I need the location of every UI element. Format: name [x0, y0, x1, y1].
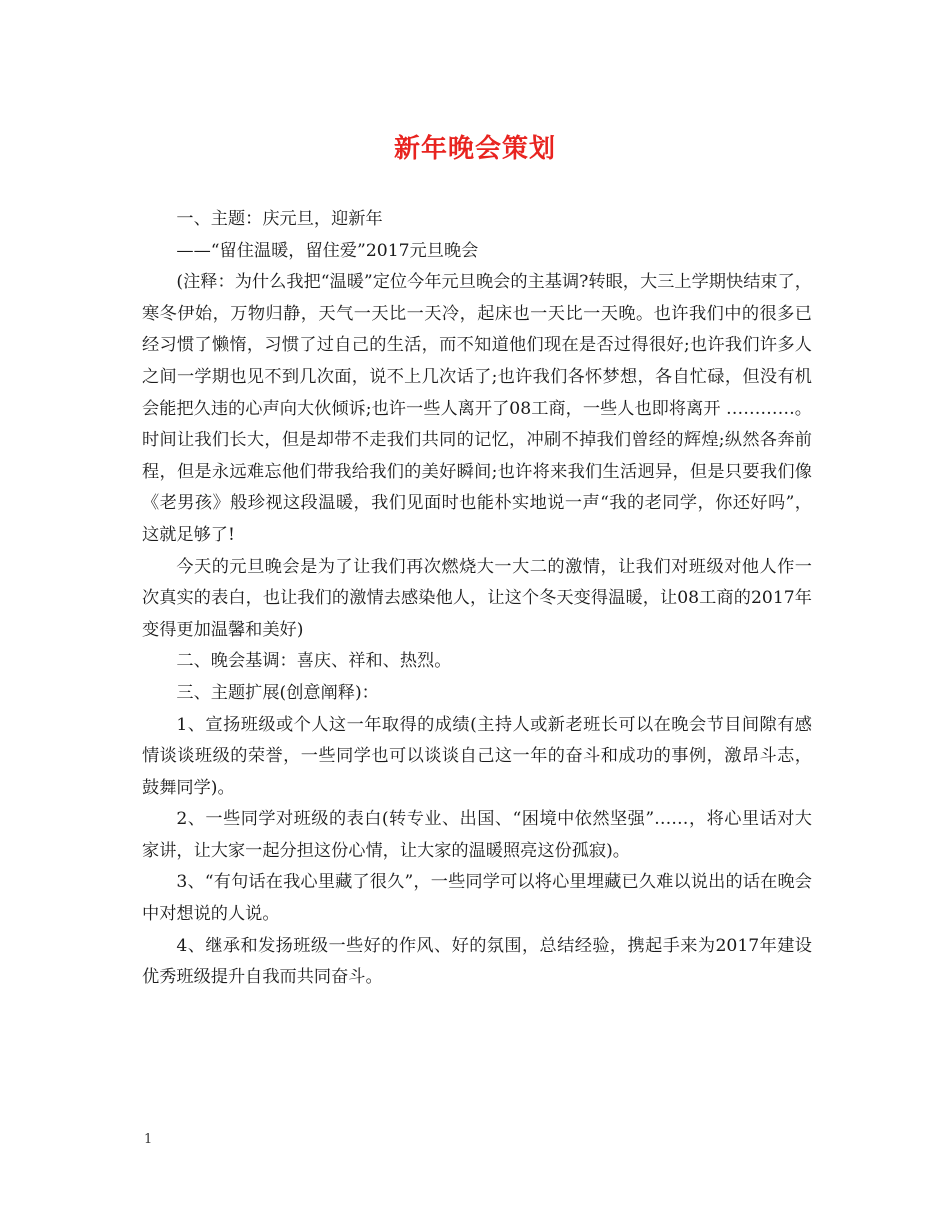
paragraph-theme: 一、主题：庆元旦，迎新年 [176, 209, 383, 229]
paragraph-item-2: 2、一些同学对班级的表白(转专业、出国、“困境中依然坚强”……，将心里话对大家讲，让大家一起分担这份心情，让大家的温暖照亮这份孤寂)。 [142, 809, 812, 861]
paragraph-subtitle: ——“留住温暖，留住爱”2017元旦晚会 [176, 240, 479, 261]
document-title: 新年晚会策划 [393, 134, 556, 164]
paragraph-purpose: 今天的元旦晚会是为了让我们再次燃烧大一大二的激情，让我们对班级对他人作一次真实的表白，也让我们的激情去感染他人，让这个冬天变得温暖，让08工商的2017年变得更加温馨和美好) [142, 556, 812, 640]
paragraph-item-1: 1、宣扬班级或个人这一年取得的成绩(主持人或新老班长可以在晚会节目间隙有感情谈谈班级的荣誉，一些同学也可以谈谈自己这一年的奋斗和成功的事例，激昂斗志，鼓舞同学)。 [142, 714, 812, 798]
paragraph-note: (注释：为什么我把“温暖”定位今年元旦晚会的主基调?转眼，大三上学期快结束了，寒冬伊始，万物归静，天气一天比一天冷，起床也一天比一天晚。也许我们中的很多已经习惯了懒惰，习惯了过自己的生活，而不知道他们现在是否过得很好;也许我们许多人之间一学期也见不到几次面，说不上几次话了;也许我们各怀梦想，各自忙碌，但没有机会能把久违的心声向大伙倾诉;也许一些人离开了08工商，一些人也即将离开 …………。时间让我们长大，但是却带不走我们共同的记忆，冲刷不掉我们曾经的辉煌;纵然各奔前程，但是永远难忘他们带我给我们的美好瞬间;也许将来我们生活迥异，但是只要我们像《老男孩》般珍视这段温暖，我们见面时也能朴实地说一声“我的老同学，你还好吗”，这就足够了! [142, 272, 812, 545]
paragraph-item-4: 4、继承和发扬班级一些好的作风、好的氛围，总结经验，携起手来为2017年建设优秀班级提升自我而共同奋斗。 [142, 935, 812, 988]
page-number: 1 [144, 1132, 153, 1147]
paragraph-tone: 二、晚会基调：喜庆、祥和、热烈。 [176, 651, 452, 672]
paragraph-expansion-heading: 三、主题扩展(创意阐释)： [176, 682, 379, 703]
document-body [142, 204, 812, 994]
paragraph-item-3: 3、“有句话在我心里藏了很久”，一些同学可以将心里埋藏已久难以说出的话在晚会中对想说的人说。 [142, 872, 812, 925]
